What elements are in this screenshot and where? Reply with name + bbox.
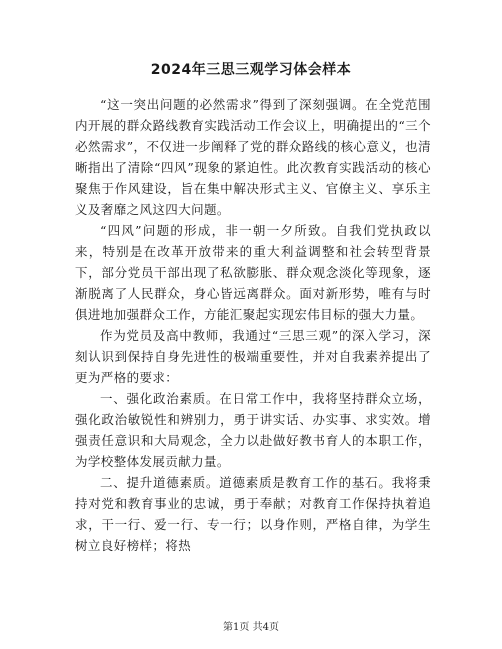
- page-number-footer: 第1页 共4页: [223, 622, 279, 633]
- document-body: [75, 94, 431, 556]
- paragraph: “四风”问题的形成，非一朝一夕所致。自我们党执政以来，特别是在改革开放带来的重大利益调整和社会转型背景下，部分党员干部出现了私欲膨胀、群众观念淡化等现象，逐渐脱离了人民群众，身心皆远离群众。面对新形势，唯有与时俱进地加强群众工作，方能汇聚起实现宏伟目标的强大力量。: [75, 223, 431, 322]
- paragraph: 二、提升道德素质。道德素质是教育工作的基石。我将秉持对党和教育事业的忠诚，勇于奉献；对教育工作保持执着追求，干一行、爱一行、专一行；以身作则，严格自律，为学生树立良好榜样；将热: [75, 475, 431, 553]
- paragraph: 一、强化政治素质。在日常工作中，我将坚持群众立场，强化政治敏锐性和辨别力，勇于讲实话、办实事、求实效。增强责任意识和大局观念，全力以赴做好教书育人的本职工作，为学校整体发展贡献力量。: [75, 391, 431, 469]
- document-title: 2024年三思三观学习体会样本: [150, 62, 352, 78]
- paragraph: “这一突出问题的必然需求”得到了深刻强调。在全党范围内开展的群众路线教育实践活动工作会议上，明确提出的“三个必然需求”，不仅进一步阐释了党的群众路线的核心意义，也清晰指出了清除“四风”现象的紧迫性。此次教育实践活动的核心聚焦于作风建设，旨在集中解决形式主义、官僚主义、享乐主义及奢靡之风这四大问题。: [75, 97, 431, 217]
- paragraph: 作为党员及高中教师，我通过“三思三观”的深入学习，深刻认识到保持自身先进性的极端重要性，并对自我素养提出了更为严格的要求：: [75, 328, 431, 385]
